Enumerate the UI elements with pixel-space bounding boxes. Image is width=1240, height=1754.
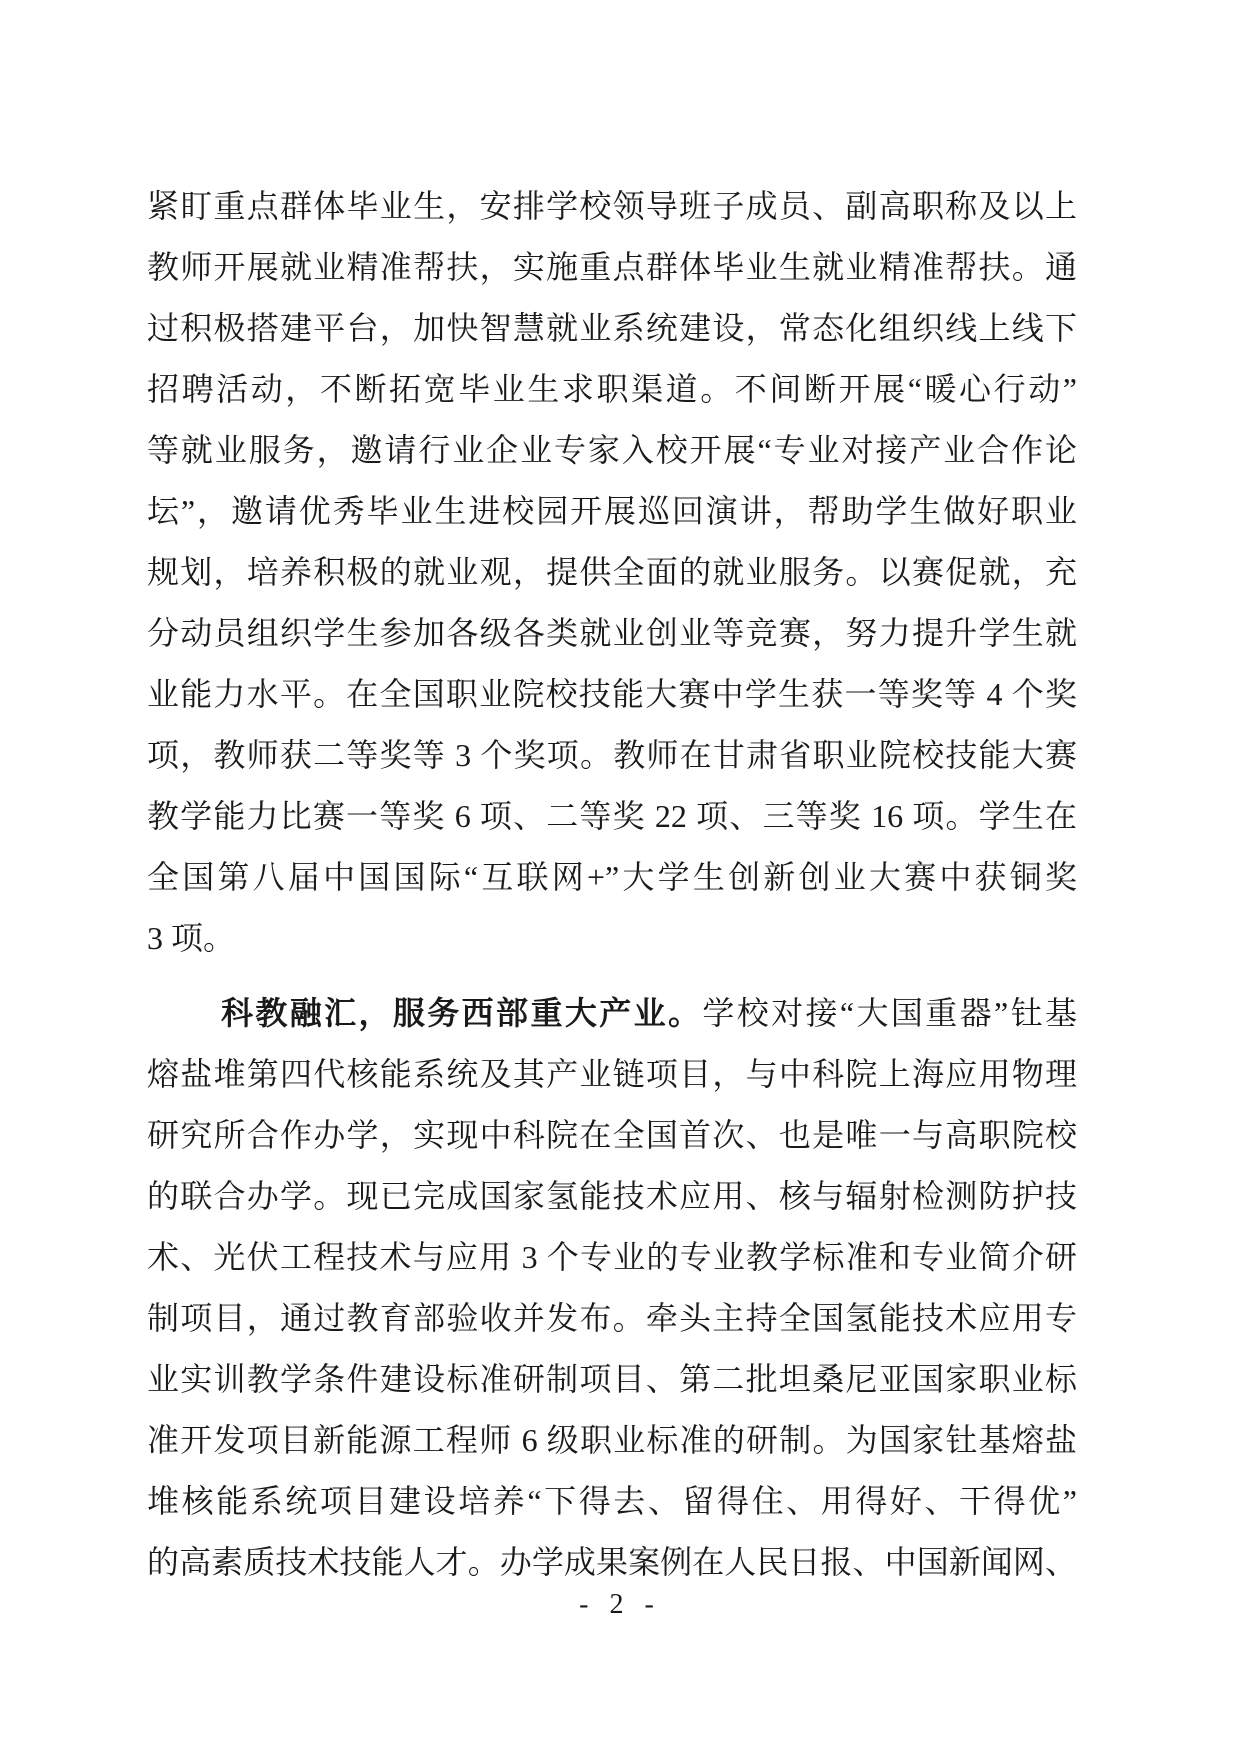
text-line: 业实训教学条件建设标准研制项目、第二批坦桑尼亚国家职业标 [147,1361,1077,1397]
text-line: 3 项。 [147,920,236,956]
text-line: 熔盐堆第四代核能系统及其产业链项目，与中科院上海应用物理 [147,1056,1077,1092]
text-line: 术、光伏工程技术与应用 3 个专业的专业教学标准和专业简介研 [147,1239,1077,1275]
text-line: 的高素质技术技能人才。办学成果案例在人民日报、中国新闻网、 [147,1544,1077,1580]
paragraph-1 [147,176,1077,969]
text-line: 等就业服务，邀请行业企业专家入校开展“专业对接产业合作论 [147,432,1077,468]
document-body [147,176,1077,1593]
text-line: 紧盯重点群体毕业生，安排学校领导班子成员、副高职称及以上 [147,188,1077,224]
page-footer [0,1588,1240,1622]
text-line: 准开发项目新能源工程师 6 级职业标准的研制。为国家钍基熔盐 [147,1422,1077,1458]
text-line: 研究所合作办学，实现中科院在全国首次、也是唯一与高职院校 [147,1117,1077,1153]
paragraph-2 [147,983,1077,1593]
text-run: 学校对接“大国重器”钍基 [702,995,1077,1031]
text-line [147,983,1077,1044]
text-line: 的联合办学。现已完成国家氢能技术应用、核与辐射检测防护技 [147,1178,1077,1214]
page-number: - 2 - [579,1589,661,1620]
text-line: 招聘活动，不断拓宽毕业生求职渠道。不间断开展“暖心行动” [147,371,1077,407]
text-line: 项，教师获二等奖等 3 个奖项。教师在甘肃省职业院校技能大赛 [147,737,1077,773]
text-line: 制项目，通过教育部验收并发布。牵头主持全国氢能技术应用专 [147,1300,1077,1336]
text-line: 坛”，邀请优秀毕业生进校园开展巡回演讲，帮助学生做好职业 [147,493,1077,529]
text-line: 教学能力比赛一等奖 6 项、二等奖 22 项、三等奖 16 项。学生在 [147,798,1077,834]
text-line: 全国第八届中国国际“互联网+”大学生创新创业大赛中获铜奖 [147,859,1077,895]
text-line: 业能力水平。在全国职业院校技能大赛中学生获一等奖等 4 个奖 [147,676,1077,712]
section-heading: 科教融汇，服务西部重大产业。 [221,995,703,1031]
text-line: 堆核能系统项目建设培养“下得去、留得住、用得好、干得优” [147,1483,1077,1519]
text-line: 分动员组织学生参加各级各类就业创业等竞赛，努力提升学生就 [147,615,1077,651]
text-line: 过积极搭建平台，加快智慧就业系统建设，常态化组织线上线下 [147,310,1077,346]
text-line: 规划，培养积极的就业观，提供全面的就业服务。以赛促就，充 [147,554,1077,590]
text-line: 教师开展就业精准帮扶，实施重点群体毕业生就业精准帮扶。通 [147,249,1077,285]
